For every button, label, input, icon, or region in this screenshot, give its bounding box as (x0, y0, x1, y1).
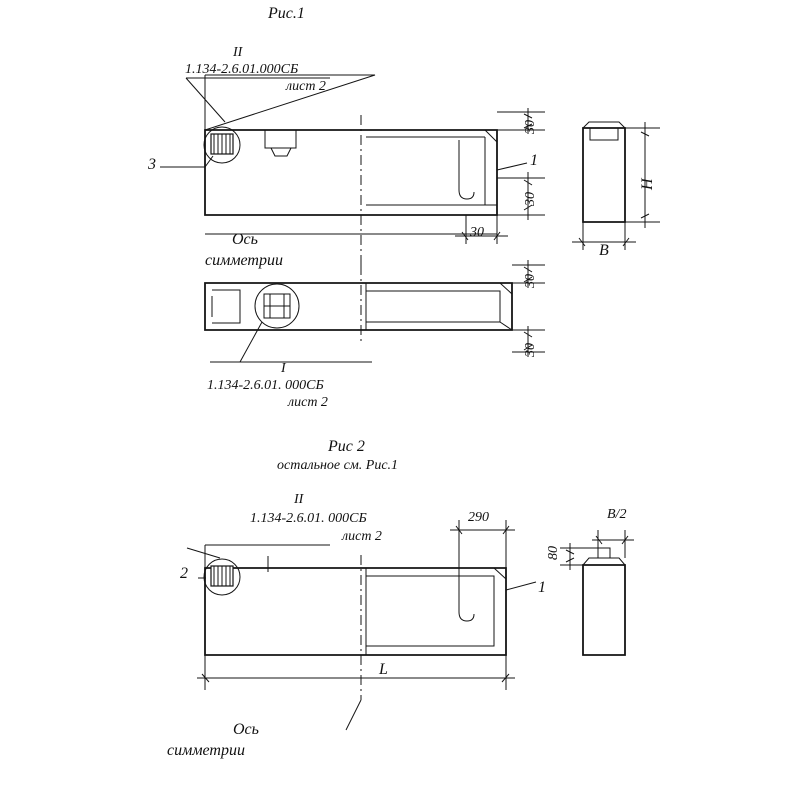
dimension-30-d: 30 (523, 274, 538, 288)
item-mark-2: 2 (180, 565, 188, 582)
fig1-lower-node-cross (264, 294, 290, 318)
fig2-hook-symbol (459, 540, 474, 621)
dimension-H: H (639, 178, 656, 190)
fig2-body-outline (205, 568, 506, 655)
fig2-leader-mark-1 (506, 582, 536, 590)
dimension-290: 290 (468, 510, 489, 525)
fig1-upper-hook-symbol (459, 140, 474, 199)
node-label-II-top: II (233, 45, 243, 60)
reference-top-line2: лист 2 (286, 79, 326, 94)
fig2-inner-recess (366, 576, 494, 646)
fig1-leader-node-I (240, 322, 262, 362)
fig1-lower-body-outline (205, 283, 512, 330)
fig1-upper-inner-recess (366, 130, 497, 205)
dimension-80: 80 (546, 546, 561, 560)
fig1-socket-symbol-outline (265, 130, 296, 148)
fig2-side-view-stub (598, 548, 610, 558)
symmetry-axis-label-line1: Ось (232, 231, 258, 248)
reference-fig2-line1: 1.134-2.6.01. 000СБ (250, 511, 367, 526)
dimension-B-over-2: B/2 (607, 507, 627, 522)
reference-bottom-line2: лист 2 (288, 395, 328, 410)
fig2-side-view-outline (583, 565, 625, 655)
fig2-leader-node-II (187, 548, 220, 558)
item-mark-3: 3 (148, 156, 156, 173)
fig2-side-view-cap (583, 558, 625, 565)
fig1-socket-symbol-bottom (271, 148, 291, 156)
dimension-30-b: 30 (523, 192, 538, 206)
dimension-L: L (379, 661, 388, 678)
fig1-lower-left-socket (212, 290, 240, 323)
fig1-lower-chamfers (500, 283, 512, 330)
symmetry-axis-label-line2: симметрии (205, 252, 283, 269)
node-label-I-bottom: I (281, 361, 286, 376)
reference-top-line1: 1.134-2.6.01.000СБ (185, 62, 299, 77)
fig2-symmetry-leader (346, 700, 361, 730)
fig1-lower-inner-recess (366, 291, 500, 322)
fig2-corner-chamfer (494, 568, 506, 579)
symmetry-axis2-label-line1: Ось (233, 721, 259, 738)
dimension-30-c: 30 (470, 225, 484, 240)
symmetry-axis2-label-line2: симметрии (167, 742, 245, 759)
figure-1-title: Рис.1 (268, 5, 305, 22)
fig1-upper-body-outline (205, 130, 497, 215)
fig1-leader-mark-1 (497, 163, 527, 170)
node-label-II-fig2: II (294, 492, 304, 507)
figure-2-note: остальное см. Рис.1 (277, 458, 399, 473)
fig1-side-view-top-notch (590, 128, 618, 140)
reference-fig2-line2: лист 2 (342, 529, 382, 544)
fig1-upper-corner-chamfer (485, 130, 497, 142)
dimension-B: B (599, 242, 609, 259)
dimension-30-e: 30 (523, 343, 538, 357)
fig1-side-view-outline (583, 128, 625, 222)
dimension-30-a: 30 (523, 120, 538, 134)
figure-2-title: Рис 2 (328, 438, 365, 455)
reference-bottom-line1: 1.134-2.6.01. 000СБ (207, 378, 324, 393)
item-mark-1-fig2: 1 (538, 579, 546, 596)
item-mark-1-top: 1 (530, 152, 538, 169)
